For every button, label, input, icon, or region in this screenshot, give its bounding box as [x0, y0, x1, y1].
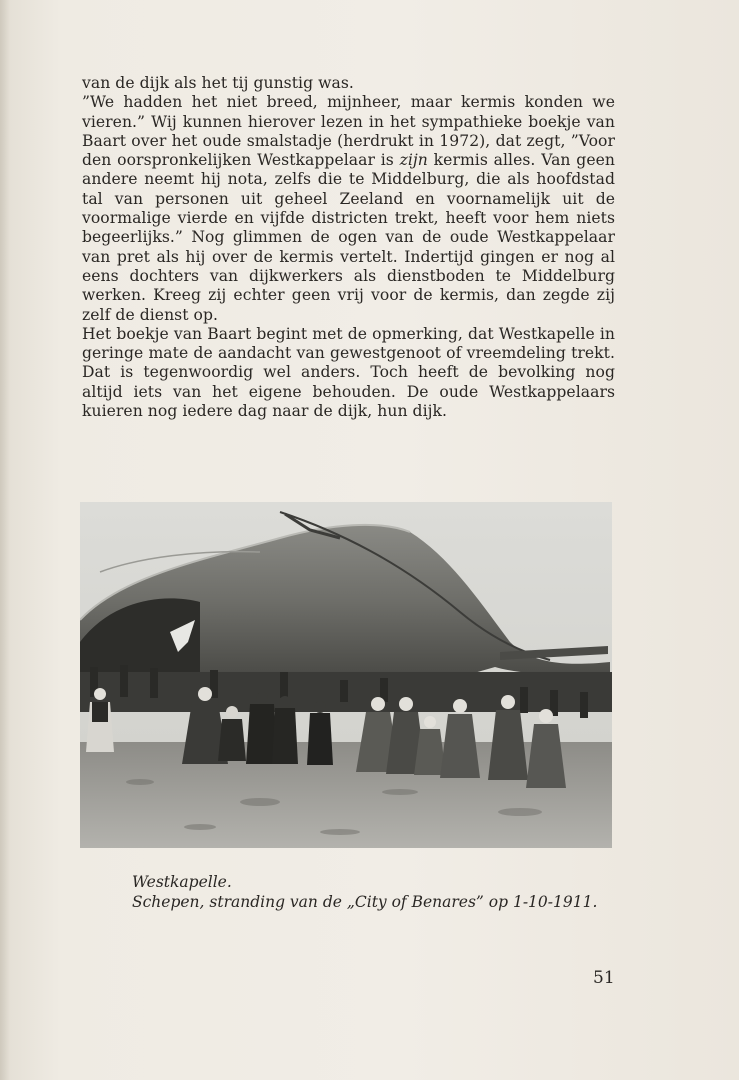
page-number: 51 [593, 968, 615, 988]
photo-caption [132, 872, 612, 912]
caption-description: Schepen, stranding van de „City of Benares” op 1-10-1911. [132, 893, 598, 911]
photo-illustration [80, 502, 612, 848]
page-gutter-shadow [0, 0, 10, 1080]
body-text [82, 74, 615, 421]
paragraph-1: van de dijk als het tij gunstig was. [82, 74, 354, 92]
shipwreck-photo [80, 502, 612, 848]
emphasis-zijn: zijn [399, 151, 428, 170]
caption-title: Westkapelle. [132, 873, 232, 891]
paragraph-2-part-2: kermis alles. Van geen andere neemt hij nota, zelfs die te Middelburg, die als hoofdstad tal van personen uit geheel Zeeland en voornamelijk uit de voormalige vierde en vijfde districten trekt, heeft voor hem niets begeerlijks.” Nog glimmen de ogen van de oude Westkappelaar van pret als hij over de kermis vertelt. Indertijd gingen er nog al eens dochters van dijkwerkers als dienstboden te Middelburg werken. Kreeg zij echter geen vrij voor de kermis, dan zegde zij zelf de dienst op. [82, 151, 615, 324]
paragraph-2 [82, 93, 615, 325]
paragraph-2-part-1: ”We hadden het niet breed, mijnheer, maar kermis konden we vieren.” Wij kunnen hierover lezen in het sympathieke boekje van Baart over het oude smalstadje (herdrukt in 1972), dat zegt, ”Voor den oorspronkelijken Westkappelaar is [82, 93, 615, 170]
paragraph-3: Het boekje van Baart begint met de opmerking, dat Westkapelle in geringe mate de aandacht van gewestgenoot of vreemdeling trekt. Dat is tegenwoordig wel anders. Toch heeft de bevolking nog altijd iets van het eigene behouden. De oude Westkappelaars kuieren nog iedere dag naar de dijk, hun dijk. [82, 324, 615, 421]
